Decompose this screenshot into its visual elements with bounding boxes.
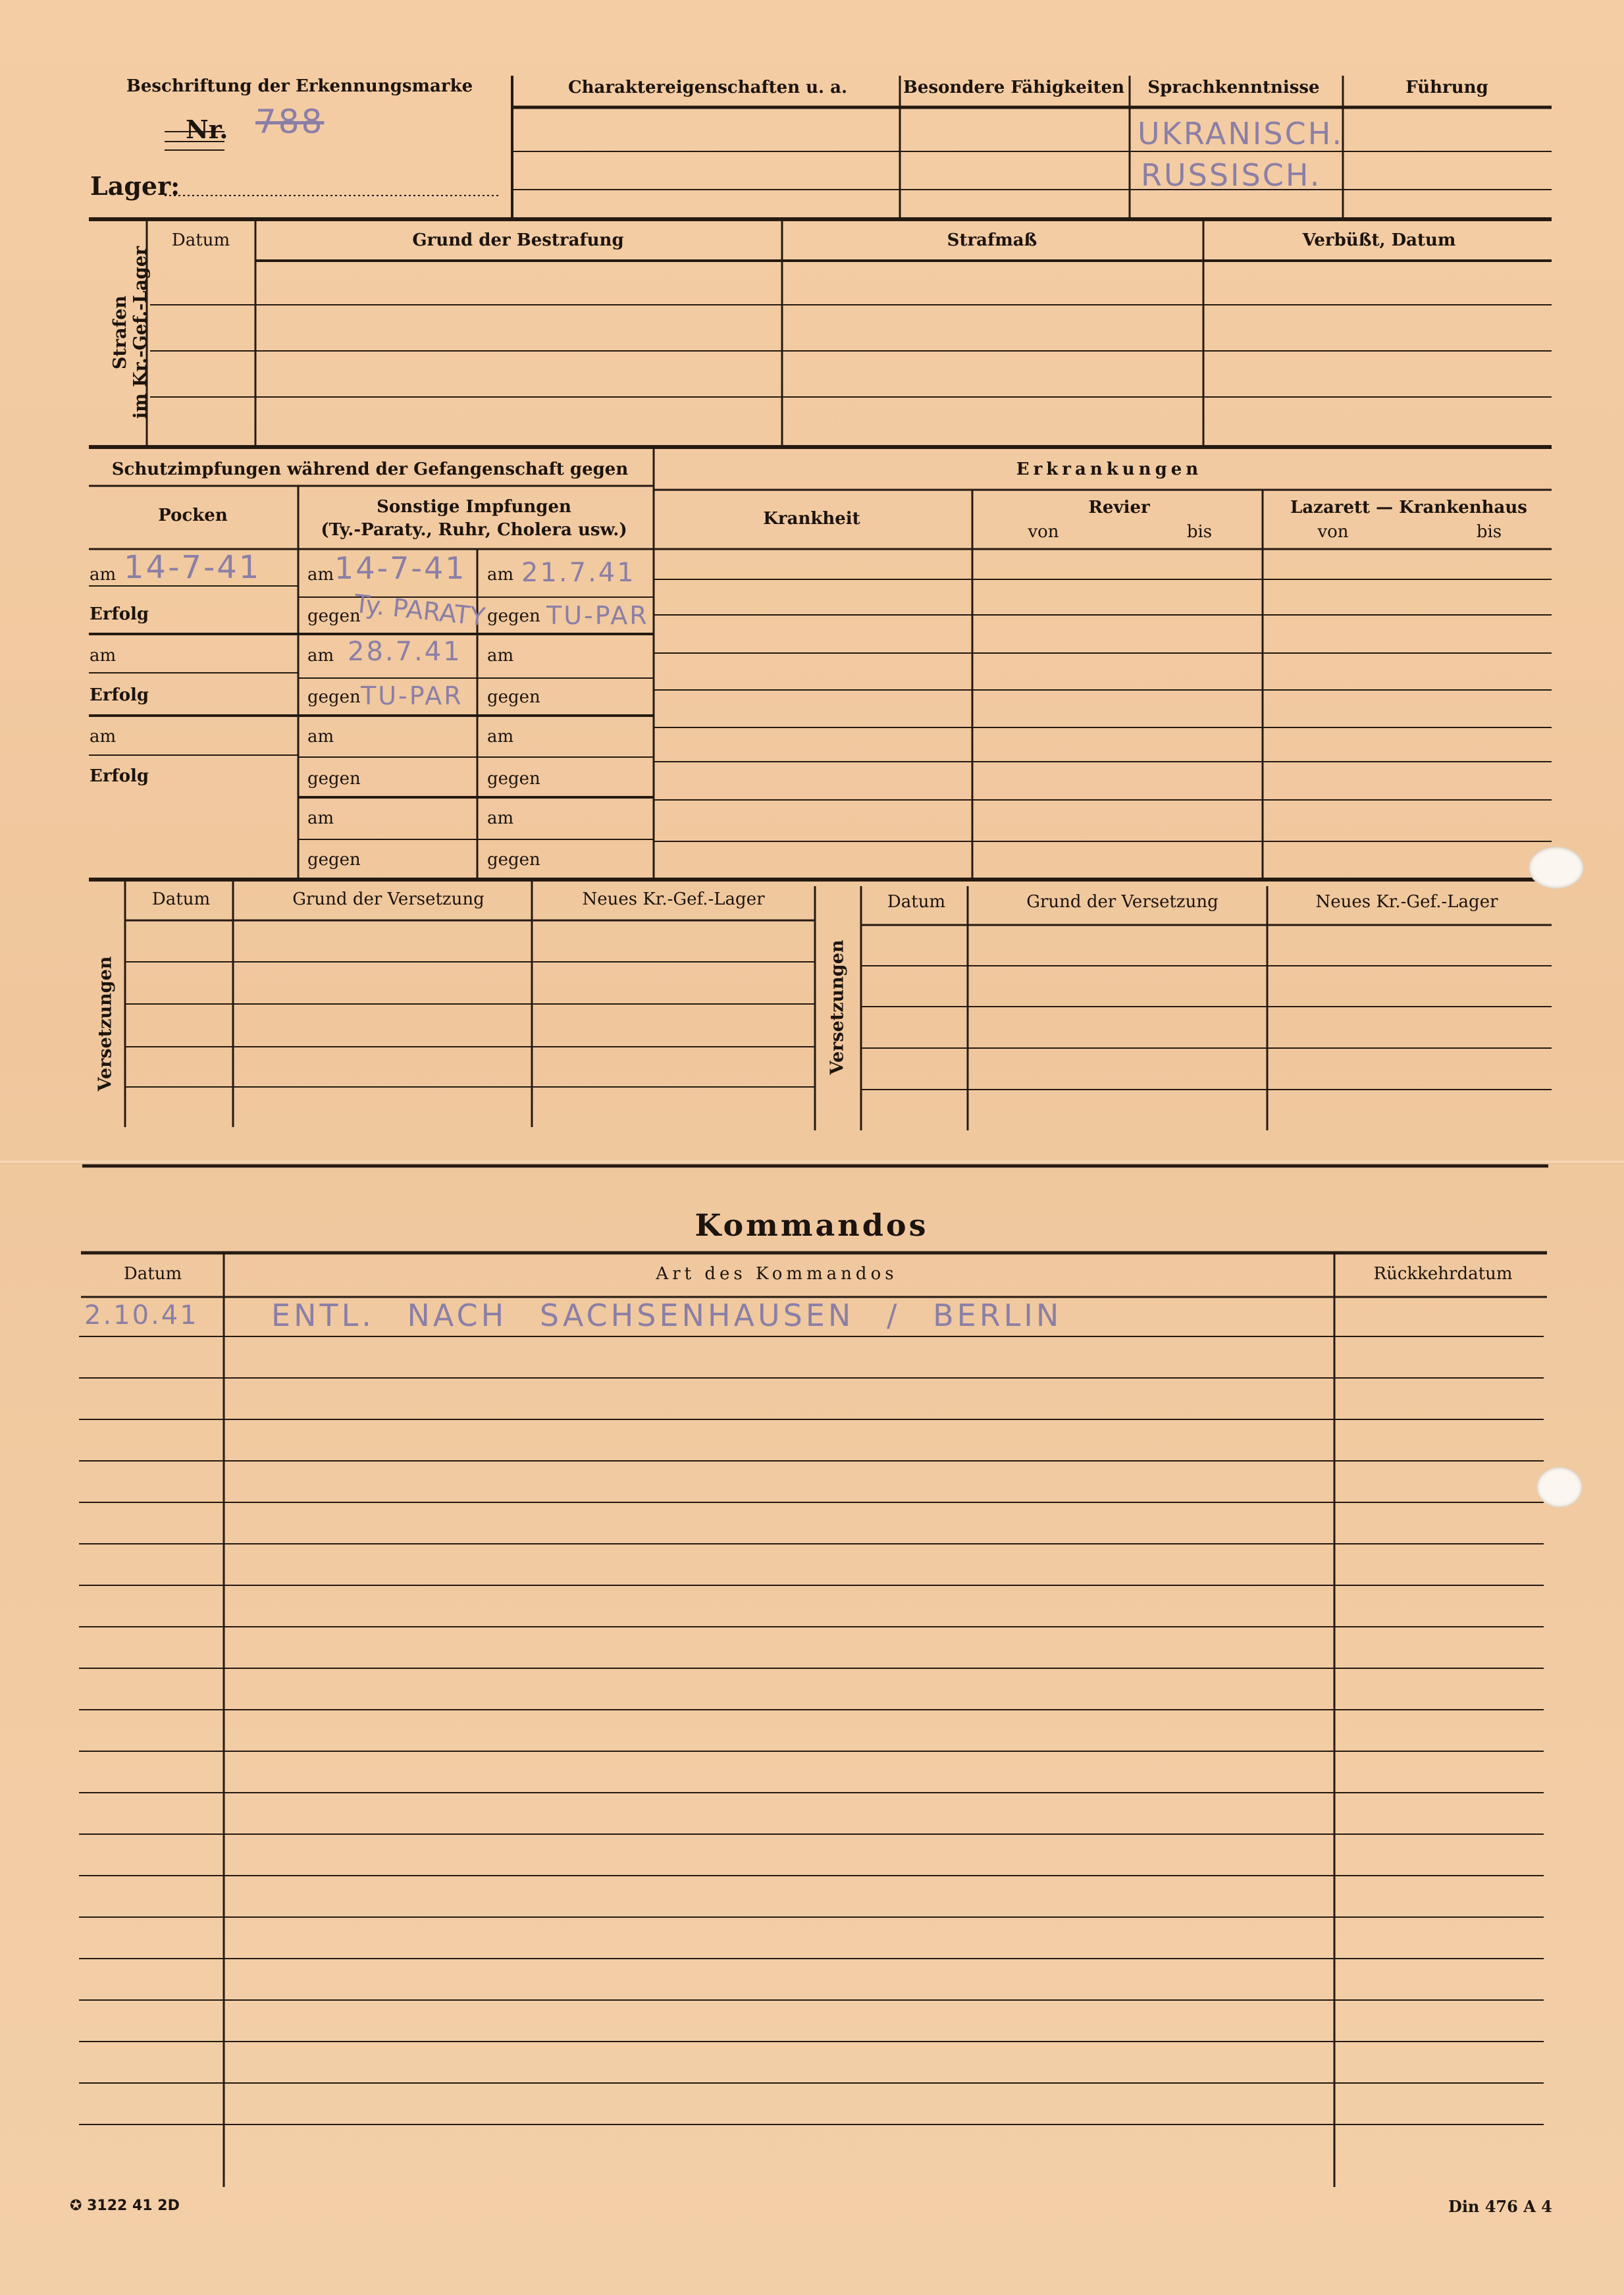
kommandos-title: Kommandos	[694, 1207, 929, 1243]
imp-gegen-4b: gegen	[487, 850, 540, 870]
strafen-side-label: Strafen im Kr.-Gef.-Lager	[109, 246, 151, 419]
krankheit-label: Krankheit	[763, 509, 860, 529]
sprach-value-2: RUSSISCH.	[1141, 157, 1322, 193]
sonstige-label-1: Sonstige Impfungen	[377, 497, 571, 517]
vers-left-datum: Datum	[151, 889, 211, 909]
sprach-label: Sprachkenntnisse	[1147, 78, 1320, 97]
pocken-erfolg-1: Erfolg	[90, 604, 149, 624]
nr-value: 788	[255, 103, 325, 141]
versetzungen-side-label-left: Versetzungen	[95, 956, 116, 1092]
imp2-gegen-value: TU-PAR	[546, 601, 649, 630]
vers-right-datum: Datum	[887, 892, 946, 912]
pocken-am-1: am	[90, 565, 117, 585]
lager-label: Lager:	[90, 171, 180, 201]
punch-hole-upper	[1529, 847, 1584, 889]
strafen-header-strafmass: Strafmaß	[947, 230, 1037, 250]
footer-right: Din 476 A 4	[1448, 2197, 1552, 2216]
revier-von: von	[1028, 522, 1059, 542]
imp-gegen-2a: gegen	[307, 687, 361, 707]
imp-gegen-3b: gegen	[487, 769, 540, 789]
imp-gegen-1a: gegen	[307, 606, 361, 626]
imp1-am-value: 14-7-41	[334, 550, 467, 586]
kommando-entry-date: 2.10.41	[84, 1300, 199, 1331]
impfungen-title: Schutzimpfungen während der Gefangenschaft gegen	[111, 460, 629, 479]
imp-am-3a: am	[307, 727, 334, 747]
imp-am-4b: am	[487, 808, 514, 828]
pocken-am-3: am	[90, 727, 117, 747]
revier-bis: bis	[1186, 522, 1213, 542]
imp-am-4a: am	[307, 808, 334, 828]
pocken-am-2: am	[90, 646, 117, 666]
erkrankungen-title: Erkrankungen	[1016, 460, 1203, 479]
footer-left: ✪ 3122 41 2D	[70, 2198, 180, 2214]
faehigkeiten-label: Besondere Fähigkeiten	[903, 78, 1125, 97]
kommandos-header-datum: Datum	[123, 1264, 182, 1284]
vers-left-grund: Grund der Versetzung	[292, 889, 485, 909]
kommandos-header-rueckkehr: Rückkehrdatum	[1373, 1264, 1513, 1284]
pocken-label: Pocken	[158, 506, 228, 525]
imp3-am-value: 28.7.41	[348, 637, 462, 667]
vers-right-grund: Grund der Versetzung	[1026, 892, 1218, 912]
vers-right-lager: Neues Kr.-Gef.-Lager	[1315, 892, 1498, 912]
lazarett-bis: bis	[1476, 522, 1502, 542]
charakter-label: Charaktereigenschaften u. a.	[567, 78, 848, 97]
imp-gegen-4a: gegen	[307, 850, 361, 870]
kommandos-header-art: Art des Kommandos	[656, 1264, 898, 1284]
lazarett-label: Lazarett — Krankenhaus	[1290, 498, 1527, 517]
imp-am-2a: am	[307, 646, 334, 666]
lazarett-von: von	[1317, 522, 1349, 542]
strafen-header-grund: Grund der Bestrafung	[412, 230, 624, 250]
imp3-gegen-value: TU-PAR	[361, 681, 463, 710]
strafen-header-verbuesst: Verbüßt, Datum	[1302, 230, 1456, 250]
pocken-date: 14-7-41	[124, 549, 261, 586]
imp-gegen-2b: gegen	[487, 687, 540, 707]
fuehrung-label: Führung	[1405, 78, 1488, 97]
kommando-entry-text: ENTL. NACH SACHSENHAUSEN / BERLIN	[271, 1298, 1062, 1333]
imp-gegen-1b: gegen	[487, 606, 540, 626]
sonstige-label-2: (Ty.-Paraty., Ruhr, Cholera usw.)	[321, 520, 627, 540]
nr-label: Nr.	[186, 115, 228, 144]
strafen-header-datum: Datum	[171, 230, 230, 250]
pocken-erfolg-3: Erfolg	[90, 766, 149, 786]
imp2-am-value: 21.7.41	[521, 558, 636, 588]
punch-hole-lower	[1536, 1467, 1583, 1508]
vers-left-lager: Neues Kr.-Gef.-Lager	[582, 889, 765, 909]
beschriftung-label: Beschriftung der Erkennungsmarke	[126, 76, 473, 96]
imp-am-1a: am	[307, 565, 334, 585]
sprach-value-1: UKRANISCH.	[1138, 116, 1344, 151]
imp-am-3b: am	[487, 727, 514, 747]
versetzungen-side-label-right: Versetzungen	[827, 939, 848, 1075]
imp-am-1b: am	[487, 565, 514, 585]
imp-gegen-3a: gegen	[307, 769, 361, 789]
printer-mark-icon: ✪	[70, 2198, 82, 2214]
imp-am-2b: am	[487, 646, 514, 666]
pocken-erfolg-2: Erfolg	[90, 685, 149, 705]
revier-label: Revier	[1088, 498, 1150, 517]
imp1-gegen-value: Ty. PARATY	[353, 589, 487, 632]
